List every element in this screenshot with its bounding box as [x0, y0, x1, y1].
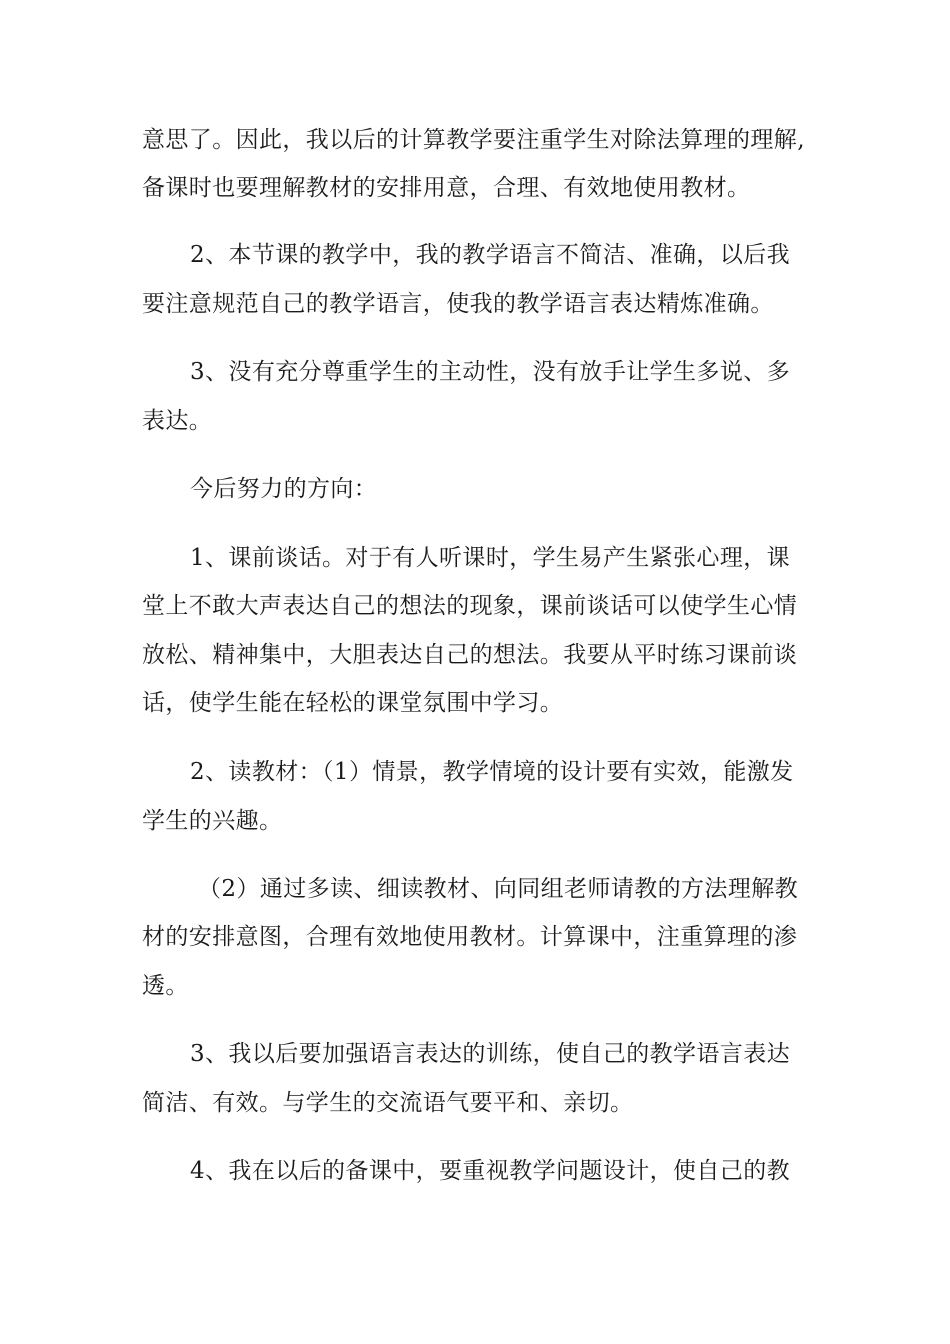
text-line: 3、我以后要加强语言表达的训练，使自己的教学语言表达: [190, 1041, 791, 1067]
text-line: 放松、精神集中，大胆表达自己的想法。我要从平时练习课前谈: [142, 642, 798, 668]
text-line: 材的安排意图，合理有效地使用教材。计算课中，注重算理的渗: [142, 924, 798, 950]
text-line: 3、没有充分尊重学生的主动性，没有放手让学生多说、多: [190, 359, 791, 385]
text-line: 要注意规范自己的教学语言，使我的教学语言表达精炼准确。: [142, 291, 774, 317]
text-line: 简洁、有效。与学生的交流语气要平和、亲切。: [142, 1090, 634, 1116]
section-heading: 今后努力的方向：: [190, 476, 378, 502]
text-line: 意思了。因此，我以后的计算教学要注重学生对除法算理的理解,: [142, 127, 805, 153]
text-line: 话，使学生能在轻松的课堂氛围中学习。: [142, 690, 564, 716]
text-line: 学生的兴趣。: [142, 808, 283, 834]
text-line: 透。: [142, 973, 189, 999]
text-line: 2、读教材：（1）情景，教学情境的设计要有实效，能激发: [190, 759, 794, 785]
text-line: 表达。: [142, 408, 213, 434]
text-line: 备课时也要理解教材的安排用意，合理、有效地使用教材。: [142, 175, 751, 201]
text-line: 堂上不敢大声表达自己的想法的现象，课前谈话可以使学生心情: [142, 593, 798, 619]
text-line: 2、本节课的教学中，我的教学语言不简洁、准确，以后我: [190, 242, 791, 268]
text-line: 4、我在以后的备课中，要重视教学问题设计，使自己的教: [190, 1158, 791, 1184]
text-line: （2）通过多读、细读教材、向同组老师请教的方法理解教: [198, 876, 799, 902]
text-line: 1、课前谈话。对于有人听课时，学生易产生紧张心理，课: [190, 545, 791, 571]
